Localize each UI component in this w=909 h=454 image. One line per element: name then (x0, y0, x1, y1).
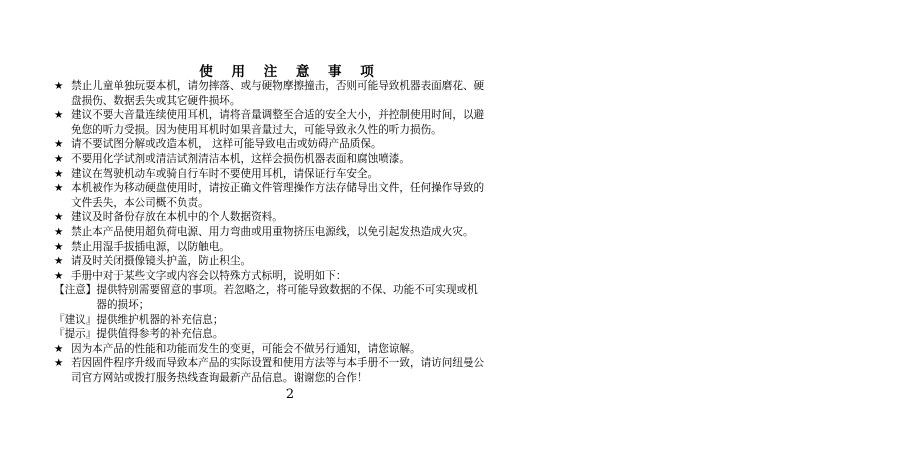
notation-label: 『建议』 (54, 313, 97, 326)
star-bullet-icon: ★ (54, 182, 64, 195)
precaution-text: 禁止用湿手拔插电源，以防触电。 (71, 240, 230, 253)
star-bullet-icon: ★ (54, 138, 64, 151)
precaution-text: 请不要试图分解或改造本机， 这样可能导致电击或妨碍产品质保。 (71, 138, 382, 151)
precaution-item (54, 79, 534, 108)
star-bullet-icon: ★ (54, 211, 64, 224)
precaution-item (54, 342, 534, 357)
notation-entry (54, 327, 534, 342)
star-bullet-icon: ★ (54, 80, 64, 92)
precaution-text: 禁止本产品使用超负荷电源、用力弯曲或用重物挤压电源线，以免引起发热造成火灾。 (71, 225, 474, 238)
page-title: 使 用 注 意 事 项 (199, 64, 381, 80)
star-bullet-icon: ★ (54, 152, 64, 165)
star-bullet-icon: ★ (54, 269, 64, 282)
precaution-text: 建议在驾驶机动车或骑自行车时不要使用耳机，请保证行车安全。 (71, 167, 379, 180)
notation-description: 提供特别需要留意的事项。若忽略之，将可能导致数据的不保、功能不可实现或机 器的损坏； (96, 284, 478, 311)
precaution-item (54, 210, 534, 225)
precautions-body (54, 79, 534, 385)
notation-label: 【注意】 (54, 284, 97, 297)
precaution-text: 建议不要大音量连续使用耳机，请将音量调整至合适的安全大小，并控制使用时间，以避 免您的听力受损。因为使用耳机时如果音量过大，可能导致永久性的听力损伤。 (71, 109, 485, 136)
precaution-list-continued (54, 342, 534, 386)
star-bullet-icon: ★ (54, 167, 64, 180)
precaution-item (54, 181, 534, 210)
precaution-text: 请及时关闭摄像镜头护盖，防止积尘。 (71, 255, 252, 268)
precaution-item (54, 225, 534, 240)
star-bullet-icon: ★ (54, 342, 64, 355)
precaution-item (54, 108, 534, 137)
precaution-text: 本机被作为移动硬盘使用时，请按正确文件管理操作方法存储导出文件，任何操作导致的 文件丢失，本公司概不负责。 (71, 182, 485, 209)
precaution-text: 手册中对于某些文字或内容会以特殊方式标明，说明如下： (71, 269, 347, 282)
precaution-text: 因为本产品的性能和功能而发生的变更，可能会不做另行通知，请您谅解。 (71, 342, 421, 355)
notation-description: 提供维护机器的补充信息； (96, 313, 224, 326)
precaution-item (54, 356, 534, 385)
page-number: 2 (285, 387, 295, 402)
star-bullet-icon: ★ (54, 225, 64, 238)
precaution-item (54, 137, 534, 152)
precaution-text: 若因固件程序升级而导致本产品的实际设置和使用方法等与本手册不一致，请访问纽曼公 司官方网站或拨打服务热线查询最新产品信息。谢谢您的合作！ (71, 357, 485, 384)
precaution-item (54, 240, 534, 255)
star-bullet-icon: ★ (54, 240, 64, 253)
precaution-text: 建议及时备份存放在本机中的个人数据资料。 (71, 211, 283, 224)
notation-label: 『提示』 (54, 328, 97, 341)
star-bullet-icon: ★ (54, 357, 64, 370)
precaution-item (54, 152, 534, 167)
precaution-item (54, 254, 534, 269)
precaution-item (54, 167, 534, 182)
precaution-text: 不要用化学试剂或清洁试剂清洁本机，这样会损伤机器表面和腐蚀喷漆。 (71, 152, 410, 165)
notation-entry (54, 283, 534, 312)
notation-legend (54, 283, 534, 341)
notation-description: 提供值得参考的补充信息。 (96, 328, 224, 341)
star-bullet-icon: ★ (54, 255, 64, 268)
notation-entry (54, 313, 534, 328)
precaution-text: 禁止儿童单独玩耍本机，请勿摔落、或与硬物摩擦撞击，否则可能导致机器表面磨花、硬 盘损伤、数据丢失或其它硬件损坏。 (71, 80, 485, 107)
precaution-list (54, 79, 534, 283)
star-bullet-icon: ★ (54, 109, 64, 122)
precaution-item (54, 269, 534, 284)
